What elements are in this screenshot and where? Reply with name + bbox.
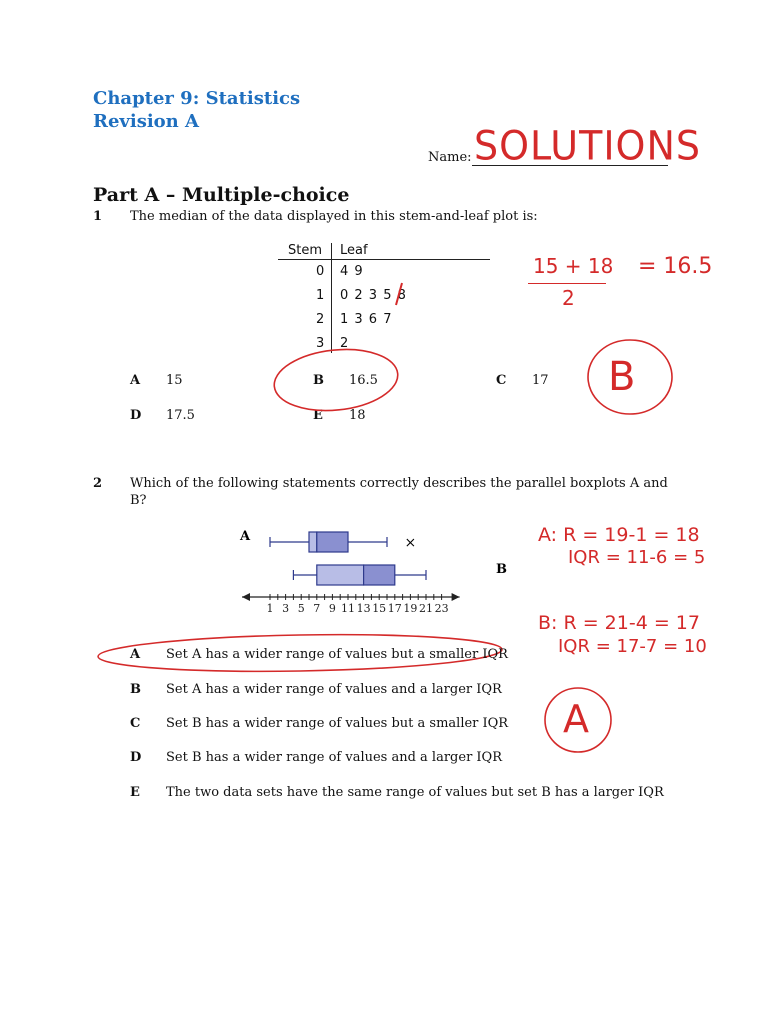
question-1-number: 1 bbox=[93, 209, 103, 224]
stem-cell: 2 bbox=[316, 312, 325, 327]
number-line-tick-label: 17 bbox=[387, 602, 402, 615]
number-line-tick-label: 15 bbox=[372, 602, 387, 615]
number-line-tick-label: 11 bbox=[341, 602, 355, 615]
q2-option-b-text: Set A has a wider range of values and a larger IQR bbox=[166, 682, 502, 697]
boxplot-a-label: A bbox=[240, 529, 251, 544]
q1-option-b-circle bbox=[271, 344, 401, 417]
q2-option-b-letter: B bbox=[130, 682, 141, 697]
boxplot-a bbox=[270, 532, 387, 552]
number-line-tick-label: 21 bbox=[419, 602, 433, 615]
leaf-cell: 2 bbox=[340, 336, 349, 351]
boxplot-a-upper-box bbox=[317, 532, 348, 552]
q2-b-range: B: R = 21-4 = 17 bbox=[538, 612, 700, 634]
q1-option-d-value: 17.5 bbox=[166, 408, 195, 423]
part-title: Part A – Multiple-choice bbox=[93, 184, 350, 206]
number-line-tick-label: 7 bbox=[313, 602, 321, 615]
q1-working-result: = 16.5 bbox=[638, 254, 713, 279]
number-line-tick-label: 23 bbox=[434, 602, 449, 615]
boxplot-b-upper-box bbox=[364, 565, 395, 585]
question-2-text-line1: Which of the following statements correctly describes the parallel boxplots A and bbox=[130, 476, 668, 491]
q2-option-c-text: Set B has a wider range of values but a smaller IQR bbox=[166, 716, 509, 731]
q2-a-range: A: R = 19-1 = 18 bbox=[538, 524, 700, 546]
number-line-tick-label: 3 bbox=[282, 602, 290, 615]
q1-working-numerator: 15 + 18 bbox=[533, 254, 614, 278]
q2-option-e-text: The two data sets have the same range of values but set B has a larger IQR bbox=[166, 785, 664, 800]
q2-a-iqr: IQR = 11-6 = 5 bbox=[568, 547, 706, 568]
stem-cell: 1 bbox=[316, 288, 325, 303]
question-1-text: The median of the data displayed in this stem-and-leaf plot is: bbox=[130, 209, 538, 224]
number-line-tick-label: 5 bbox=[297, 602, 305, 615]
q1-option-e-letter: E bbox=[313, 408, 323, 423]
q2-option-d-text: Set B has a wider range of values and a larger IQR bbox=[166, 750, 503, 765]
q1-option-c-value: 17 bbox=[532, 373, 549, 388]
q1-option-a-value: 15 bbox=[166, 373, 183, 388]
stem-cell: 3 bbox=[316, 336, 325, 351]
chapter-title: Chapter 9: Statistics bbox=[93, 88, 301, 109]
revision-title: Revision A bbox=[93, 111, 200, 132]
q1-option-b-value: 16.5 bbox=[349, 373, 378, 388]
q1-answer: B bbox=[608, 354, 636, 400]
boxplot-b-lower-box bbox=[317, 565, 364, 585]
leaf-header: Leaf bbox=[340, 243, 368, 258]
q2-b-iqr: IQR = 17-7 = 10 bbox=[558, 636, 707, 657]
number-line-left-arrow bbox=[242, 593, 250, 601]
q2-option-c-letter: C bbox=[130, 716, 141, 731]
q1-option-a-letter: A bbox=[130, 373, 141, 388]
boxplot-b-label: B bbox=[496, 562, 507, 577]
boxplot-a-outlier: × bbox=[404, 535, 417, 551]
number-line-tick-label: 1 bbox=[266, 602, 274, 615]
leaf-cell: 4 9 bbox=[340, 264, 363, 279]
number-line-tick-label: 13 bbox=[356, 602, 371, 615]
leaf-cell: 1 3 6 7 bbox=[340, 312, 392, 327]
parallel-boxplots bbox=[230, 520, 530, 620]
q2-option-a-text: Set A has a wider range of values but a smaller IQR bbox=[166, 647, 508, 662]
q1-median-slash bbox=[396, 283, 402, 305]
q1-option-b-letter: B bbox=[313, 373, 324, 388]
handwritten-name: SOLUTIONS bbox=[474, 122, 701, 170]
q1-working-denominator: 2 bbox=[562, 286, 575, 310]
number-line-tick-label: 19 bbox=[403, 602, 418, 615]
q2-option-e-letter: E bbox=[130, 785, 140, 800]
q1-option-e-value: 18 bbox=[349, 408, 366, 423]
q2-option-d-letter: D bbox=[130, 750, 142, 765]
boxplot-a-lower-box bbox=[309, 532, 317, 552]
question-2-text-line2: B? bbox=[130, 493, 147, 508]
q1-option-d-letter: D bbox=[130, 408, 142, 423]
stem-cell: 0 bbox=[316, 264, 325, 279]
question-2-number: 2 bbox=[93, 476, 103, 491]
boxplot-b bbox=[293, 565, 426, 585]
leaf-cell: 0 2 3 5 8 bbox=[340, 288, 406, 303]
q1-answer-circle bbox=[588, 340, 672, 414]
q2-answer: A bbox=[563, 697, 589, 741]
q1-option-c-letter: C bbox=[496, 373, 507, 388]
number-line bbox=[242, 593, 460, 615]
number-line-right-arrow bbox=[452, 593, 460, 601]
name-label: Name: bbox=[428, 150, 472, 165]
number-line-tick-label: 9 bbox=[328, 602, 336, 615]
stem-header: Stem bbox=[288, 243, 323, 258]
q2-option-a-letter: A bbox=[130, 647, 141, 662]
